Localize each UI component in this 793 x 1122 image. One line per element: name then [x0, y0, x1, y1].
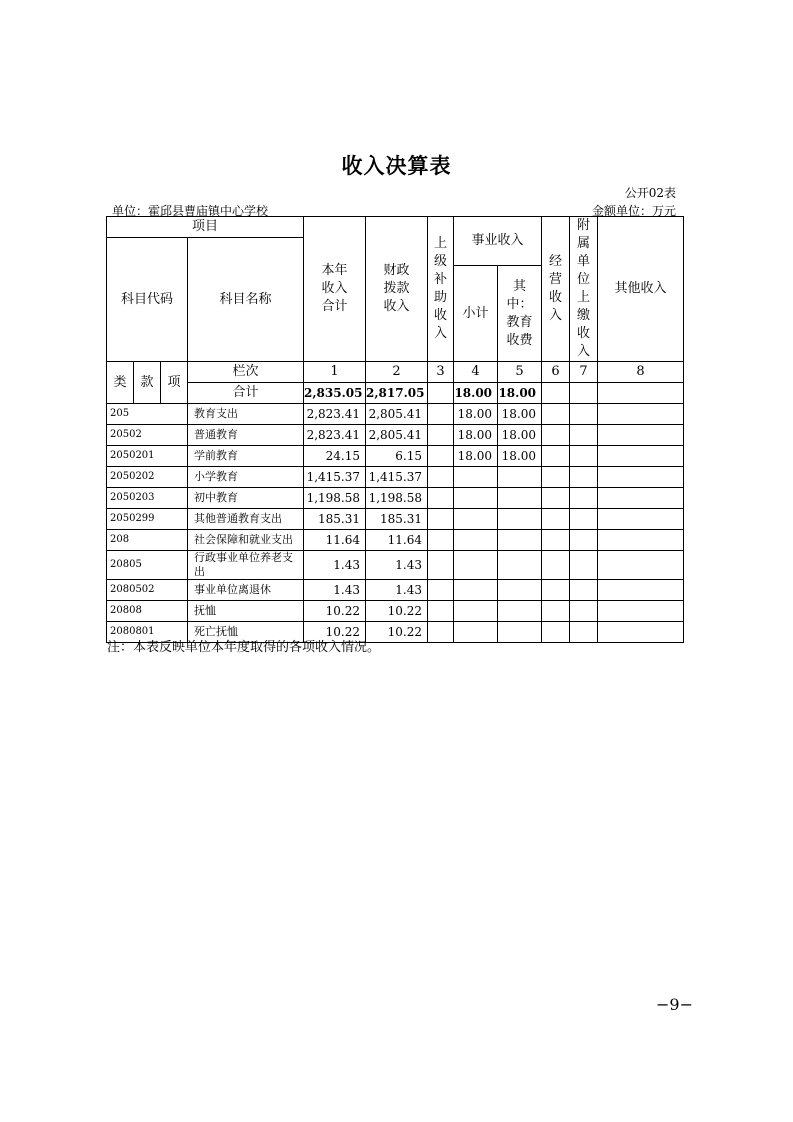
total-cell: 18.00 — [498, 383, 542, 404]
table-row — [107, 425, 684, 446]
table-row — [107, 404, 684, 425]
header-project: 项目 — [107, 217, 304, 238]
amount-cell-affiliated — [570, 488, 598, 509]
subject-code-cell: 20502 — [107, 425, 188, 446]
subject-name-cell: 其他普通教育支出 — [188, 509, 304, 530]
total-label: 合计 — [188, 383, 304, 404]
amount-cell-upper — [428, 622, 454, 643]
table-row — [107, 530, 684, 551]
subject-code-cell: 2080801 — [107, 622, 188, 643]
amount-cell-other — [598, 601, 684, 622]
subject-name-cell: 教育支出 — [188, 404, 304, 425]
amount-cell-affiliated — [570, 467, 598, 488]
table-row — [107, 509, 684, 530]
header-edu-fee: 其中：教育收费 — [498, 266, 542, 362]
amount-cell-fiscal: 2,805.41 — [366, 404, 428, 425]
header-operating: 经营收入 — [542, 217, 570, 362]
subject-code-cell: 20808 — [107, 601, 188, 622]
amount-cell-fiscal: 1.43 — [366, 551, 428, 580]
subject-name-cell: 死亡抚恤 — [188, 622, 304, 643]
amount-cell-operating — [542, 404, 570, 425]
form-number: 公开02表 — [624, 186, 676, 200]
amount-cell-operating — [542, 509, 570, 530]
table-note: 注：本表反映单位本年度取得的各项收入情况。 — [107, 640, 381, 655]
page-number: −9− — [656, 995, 693, 1014]
amount-cell-upper — [428, 446, 454, 467]
amount-cell-other — [598, 467, 684, 488]
header-business-income: 事业收入 — [454, 217, 542, 266]
column-number: 1 — [304, 362, 366, 383]
table-row — [107, 446, 684, 467]
amount-cell-edu-fee — [498, 601, 542, 622]
amount-cell-other — [598, 622, 684, 643]
income-table — [106, 216, 684, 643]
amount-cell-total: 10.22 — [304, 622, 366, 643]
amount-cell-fiscal: 185.31 — [366, 509, 428, 530]
table-row — [107, 551, 684, 580]
amount-cell-subtotal — [454, 551, 498, 580]
amount-cell-upper — [428, 551, 454, 580]
amount-cell-edu-fee — [498, 551, 542, 580]
amount-cell-fiscal: 2,805.41 — [366, 425, 428, 446]
amount-unit-label: 金额单位：万元 — [591, 204, 676, 218]
amount-cell-upper — [428, 488, 454, 509]
subject-name-cell: 行政事业单位养老支出 — [188, 551, 304, 580]
amount-cell-operating — [542, 622, 570, 643]
amount-cell-other — [598, 404, 684, 425]
total-cell — [428, 383, 454, 404]
subject-code-cell: 20805 — [107, 551, 188, 580]
amount-cell-upper — [428, 580, 454, 601]
subject-name-cell: 普通教育 — [188, 425, 304, 446]
amount-cell-edu-fee: 18.00 — [498, 425, 542, 446]
amount-cell-total: 10.22 — [304, 601, 366, 622]
amount-cell-edu-fee — [498, 509, 542, 530]
amount-cell-subtotal — [454, 488, 498, 509]
header-kuan: 款 — [134, 362, 161, 404]
amount-cell-total: 2,823.41 — [304, 404, 366, 425]
amount-cell-total: 11.64 — [304, 530, 366, 551]
amount-cell-edu-fee — [498, 580, 542, 601]
table-row — [107, 467, 684, 488]
header-fiscal: 财政拨款收入 — [366, 217, 428, 362]
total-cell: 2,835.05 — [304, 383, 366, 404]
amount-cell-upper — [428, 509, 454, 530]
amount-cell-affiliated — [570, 509, 598, 530]
subject-code-cell: 2080502 — [107, 580, 188, 601]
amount-cell-fiscal: 10.22 — [366, 622, 428, 643]
amount-cell-operating — [542, 488, 570, 509]
amount-cell-edu-fee — [498, 488, 542, 509]
column-number: 3 — [428, 362, 454, 383]
amount-cell-affiliated — [570, 404, 598, 425]
table-row — [107, 580, 684, 601]
amount-cell-other — [598, 580, 684, 601]
subject-code-cell: 2050203 — [107, 488, 188, 509]
amount-cell-subtotal — [454, 467, 498, 488]
amount-cell-total: 24.15 — [304, 446, 366, 467]
table-row — [107, 601, 684, 622]
total-cell: 2,817.05 — [366, 383, 428, 404]
amount-cell-affiliated — [570, 425, 598, 446]
amount-cell-affiliated — [570, 551, 598, 580]
amount-cell-operating — [542, 446, 570, 467]
amount-cell-other — [598, 488, 684, 509]
amount-cell-fiscal: 10.22 — [366, 601, 428, 622]
table-row — [107, 488, 684, 509]
amount-cell-fiscal: 11.64 — [366, 530, 428, 551]
amount-cell-upper — [428, 404, 454, 425]
amount-cell-total: 185.31 — [304, 509, 366, 530]
header-upper-subsidy: 上级补助收入 — [428, 217, 454, 362]
header-total-income: 本年收入合计 — [304, 217, 366, 362]
amount-cell-other — [598, 446, 684, 467]
header-affiliated: 附属单位上缴收入 — [570, 217, 598, 362]
amount-cell-upper — [428, 467, 454, 488]
header-lei: 类 — [107, 362, 134, 404]
subject-name-cell: 学前教育 — [188, 446, 304, 467]
amount-cell-subtotal: 18.00 — [454, 425, 498, 446]
column-number: 6 — [542, 362, 570, 383]
column-number: 2 — [366, 362, 428, 383]
amount-cell-subtotal: 18.00 — [454, 404, 498, 425]
total-cell: 18.00 — [454, 383, 498, 404]
subject-code-cell: 2050299 — [107, 509, 188, 530]
subject-name-cell: 小学教育 — [188, 467, 304, 488]
amount-cell-operating — [542, 425, 570, 446]
amount-cell-edu-fee — [498, 530, 542, 551]
amount-cell-operating — [542, 551, 570, 580]
total-cell — [542, 383, 570, 404]
subject-name-cell: 初中教育 — [188, 488, 304, 509]
amount-cell-subtotal — [454, 601, 498, 622]
page-title: 收入决算表 — [341, 154, 452, 178]
amount-cell-fiscal: 6.15 — [366, 446, 428, 467]
amount-cell-fiscal: 1,198.58 — [366, 488, 428, 509]
column-number: 8 — [598, 362, 684, 383]
amount-cell-other — [598, 509, 684, 530]
amount-cell-total: 1,198.58 — [304, 488, 366, 509]
amount-cell-edu-fee: 18.00 — [498, 446, 542, 467]
amount-cell-edu-fee — [498, 467, 542, 488]
amount-cell-total: 2,823.41 — [304, 425, 366, 446]
amount-cell-total: 1,415.37 — [304, 467, 366, 488]
amount-cell-subtotal — [454, 622, 498, 643]
amount-cell-affiliated — [570, 580, 598, 601]
column-number: 5 — [498, 362, 542, 383]
header-xiang: 项 — [161, 362, 188, 404]
subject-code-cell: 2050201 — [107, 446, 188, 467]
amount-cell-subtotal — [454, 530, 498, 551]
amount-cell-operating — [542, 580, 570, 601]
column-number-label: 栏次 — [188, 362, 304, 383]
subject-code-cell: 205 — [107, 404, 188, 425]
amount-cell-total: 1.43 — [304, 580, 366, 601]
subject-name-cell: 抚恤 — [188, 601, 304, 622]
amount-cell-upper — [428, 425, 454, 446]
amount-cell-other — [598, 425, 684, 446]
column-number: 4 — [454, 362, 498, 383]
amount-cell-affiliated — [570, 601, 598, 622]
header-subtotal: 小计 — [454, 266, 498, 362]
amount-cell-operating — [542, 601, 570, 622]
amount-cell-upper — [428, 530, 454, 551]
amount-cell-subtotal — [454, 580, 498, 601]
amount-cell-other — [598, 530, 684, 551]
subject-code-cell: 208 — [107, 530, 188, 551]
amount-cell-upper — [428, 601, 454, 622]
amount-cell-other — [598, 551, 684, 580]
subject-name-cell: 社会保障和就业支出 — [188, 530, 304, 551]
amount-cell-total: 1.43 — [304, 551, 366, 580]
column-number: 7 — [570, 362, 598, 383]
unit-label: 单位：霍邱县曹庙镇中心学校 — [112, 204, 269, 218]
amount-cell-edu-fee: 18.00 — [498, 404, 542, 425]
amount-cell-operating — [542, 467, 570, 488]
subject-name-cell: 事业单位离退休 — [188, 580, 304, 601]
total-cell — [598, 383, 684, 404]
header-other: 其他收入 — [598, 217, 684, 362]
header-subject-name: 科目名称 — [188, 238, 304, 362]
amount-cell-affiliated — [570, 622, 598, 643]
subject-code-cell: 2050202 — [107, 467, 188, 488]
amount-cell-edu-fee — [498, 622, 542, 643]
amount-cell-subtotal — [454, 509, 498, 530]
amount-cell-affiliated — [570, 530, 598, 551]
amount-cell-fiscal: 1.43 — [366, 580, 428, 601]
amount-cell-affiliated — [570, 446, 598, 467]
total-cell — [570, 383, 598, 404]
amount-cell-subtotal: 18.00 — [454, 446, 498, 467]
amount-cell-operating — [542, 530, 570, 551]
header-subject-code: 科目代码 — [107, 238, 188, 362]
amount-cell-fiscal: 1,415.37 — [366, 467, 428, 488]
